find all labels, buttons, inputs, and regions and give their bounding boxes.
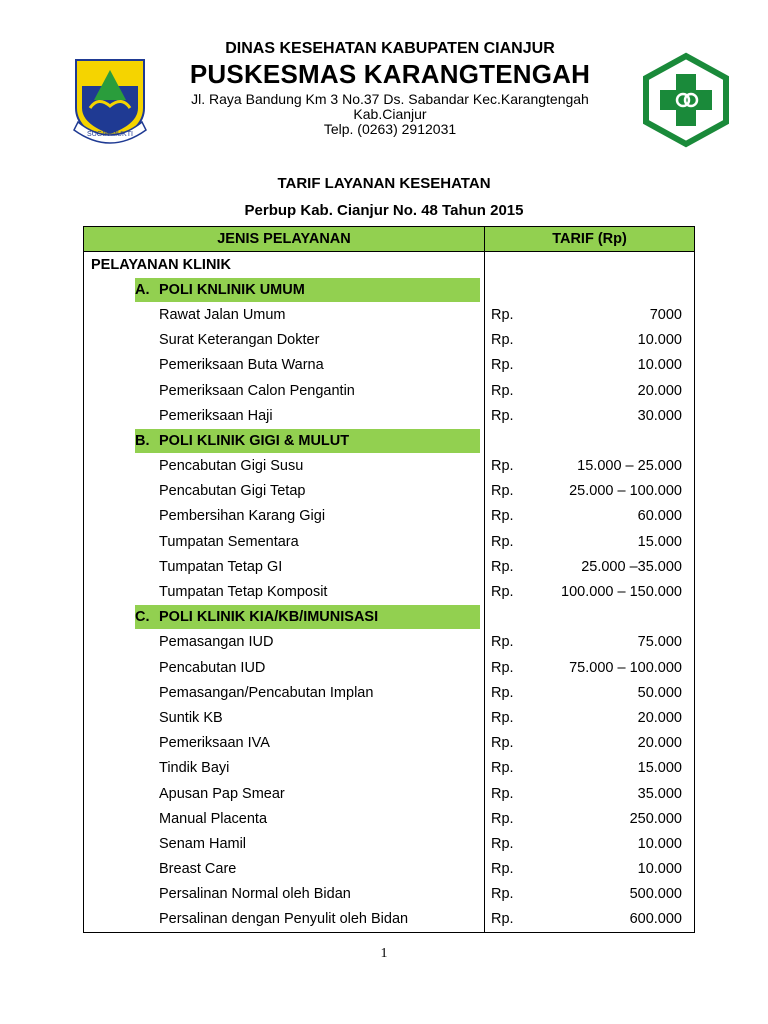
header-service: JENIS PELAYANAN [84, 227, 485, 252]
category-heading [135, 429, 480, 453]
letterhead [0, 0, 768, 160]
tariff-value: 500.000 [629, 886, 682, 903]
tariff-value: 20.000 [637, 382, 682, 399]
tariff-value: 100.000 – 150.000 [561, 584, 682, 601]
table-row [84, 302, 695, 327]
address [160, 92, 620, 137]
service-name: Pemeriksaan Calon Pengantin [84, 378, 485, 403]
tariff-cell [485, 383, 694, 399]
category-letter: A. [135, 281, 150, 298]
currency-label: Rp. [491, 835, 514, 852]
table-row [84, 857, 695, 882]
tariff-value: 600.000 [629, 911, 682, 928]
tariff-table [83, 226, 695, 933]
tariff-value: 15.000 – 25.000 [577, 458, 682, 475]
currency-label: Rp. [491, 533, 514, 550]
tariff-cell [485, 458, 694, 474]
table-row [84, 756, 695, 781]
category-row [84, 277, 695, 302]
table-row [84, 529, 695, 554]
service-name: Pemeriksaan IVA [84, 731, 485, 756]
page-number: 1 [380, 946, 388, 961]
service-name: Rawat Jalan Umum [84, 302, 485, 327]
address-line-2: Kab.Cianjur [353, 106, 427, 122]
table-row [84, 479, 695, 504]
table-row [84, 882, 695, 907]
tariff-value: 10.000 [637, 357, 682, 374]
document-subtitle: Perbup Kab. Cianjur No. 48 Tahun 2015 [244, 202, 524, 219]
category-letter: B. [135, 432, 150, 449]
table-row [84, 907, 695, 933]
currency-label: Rp. [491, 458, 514, 475]
category-name: POLI KLINIK GIGI & MULUT [159, 432, 350, 449]
puskesmas-logo [640, 52, 732, 148]
section-title: PELAYANAN KLINIK [84, 252, 485, 278]
currency-label: Rp. [491, 785, 514, 802]
service-name: Pencabutan Gigi Tetap [84, 479, 485, 504]
tariff-cell [485, 307, 694, 323]
category-letter: C. [135, 609, 150, 626]
service-name: Suntik KB [84, 705, 485, 730]
service-name: Pencabutan IUD [84, 655, 485, 680]
tariff-cell [485, 483, 694, 499]
table-row [84, 781, 695, 806]
tariff-value: 7000 [649, 306, 682, 323]
tariff-value: 10.000 [637, 835, 682, 852]
tariff-value: 250.000 [629, 810, 682, 827]
tariff-value: 75.000 – 100.000 [569, 659, 682, 676]
service-name: Tindik Bayi [84, 756, 485, 781]
table-row [84, 328, 695, 353]
currency-label: Rp. [491, 332, 514, 349]
tariff-cell [485, 332, 694, 348]
service-name: Pembersihan Karang Gigi [84, 504, 485, 529]
currency-label: Rp. [491, 760, 514, 777]
table-row [84, 831, 695, 856]
currency-label: Rp. [491, 584, 514, 601]
table-row [84, 353, 695, 378]
tariff-cell [485, 861, 694, 877]
document-title: TARIF LAYANAN KESEHATAN [277, 175, 491, 192]
service-name: Tumpatan Sementara [84, 529, 485, 554]
currency-label: Rp. [491, 735, 514, 752]
tariff-value: 35.000 [637, 785, 682, 802]
tariff-cell [485, 634, 694, 650]
currency-label: Rp. [491, 357, 514, 374]
currency-label: Rp. [491, 861, 514, 878]
currency-label: Rp. [491, 659, 514, 676]
currency-label: Rp. [491, 558, 514, 575]
table-row [84, 454, 695, 479]
tariff-cell [485, 559, 694, 575]
service-name: Persalinan Normal oleh Bidan [84, 882, 485, 907]
service-name: Senam Hamil [84, 831, 485, 856]
tariff-value: 25.000 – 100.000 [569, 483, 682, 500]
tariff-cell [485, 786, 694, 802]
tariff-value: 20.000 [637, 709, 682, 726]
tariff-cell [485, 760, 694, 776]
currency-label: Rp. [491, 810, 514, 827]
service-name: Pemasangan/Pencabutan Implan [84, 680, 485, 705]
tariff-value: 15.000 [637, 533, 682, 550]
currency-label: Rp. [491, 508, 514, 525]
service-name: Pemasangan IUD [84, 630, 485, 655]
tariff-value: 20.000 [637, 735, 682, 752]
table-row [84, 554, 695, 579]
category-name: POLI KNLINIK UMUM [159, 281, 305, 298]
table-body [84, 252, 695, 933]
tariff-cell [485, 408, 694, 424]
category-row [84, 428, 695, 453]
service-name: Tumpatan Tetap GI [84, 554, 485, 579]
table-row [84, 403, 695, 428]
currency-label: Rp. [491, 382, 514, 399]
tariff-value: 10.000 [637, 861, 682, 878]
currency-label: Rp. [491, 407, 514, 424]
tariff-cell [485, 886, 694, 902]
table-row [84, 680, 695, 705]
clinic-name: PUSKESMAS KARANGTENGAH [189, 59, 591, 89]
category-heading [135, 605, 480, 629]
tariff-cell [485, 534, 694, 550]
currency-label: Rp. [491, 709, 514, 726]
table-row [84, 630, 695, 655]
tariff-cell [485, 685, 694, 701]
header-tariff: TARIF (Rp) [485, 227, 695, 252]
cianjur-crest-logo [68, 56, 152, 148]
service-name: Apusan Pap Smear [84, 781, 485, 806]
currency-label: Rp. [491, 684, 514, 701]
tariff-cell [485, 911, 694, 927]
table-row [84, 705, 695, 730]
category-row [84, 605, 695, 630]
tariff-value: 10.000 [637, 332, 682, 349]
tariff-cell [485, 710, 694, 726]
tariff-cell [485, 811, 694, 827]
tariff-value: 60.000 [637, 508, 682, 525]
currency-label: Rp. [491, 911, 514, 928]
tariff-cell [485, 357, 694, 373]
address-line-1: Jl. Raya Bandung Km 3 No.37 Ds. Sabandar Kec.Karangtengah [191, 91, 589, 107]
crest-motto: SUGIH MUKTI [87, 131, 133, 138]
tariff-value: 15.000 [637, 760, 682, 777]
currency-label: Rp. [491, 634, 514, 651]
phone-number: Telp. (0263) 2912031 [323, 121, 457, 137]
service-name: Surat Keterangan Dokter [84, 328, 485, 353]
tariff-value: 75.000 [637, 634, 682, 651]
service-name: Breast Care [84, 857, 485, 882]
tariff-cell [485, 660, 694, 676]
table-row [84, 504, 695, 529]
service-name: Persalinan dengan Penyulit oleh Bidan [84, 907, 485, 933]
category-heading [135, 278, 480, 302]
table-row [84, 579, 695, 604]
tariff-value: 30.000 [637, 407, 682, 424]
tariff-value: 50.000 [637, 684, 682, 701]
tariff-cell [485, 508, 694, 524]
table-row [84, 378, 695, 403]
service-name: Tumpatan Tetap Komposit [84, 579, 485, 604]
tariff-cell [485, 735, 694, 751]
table-row [84, 806, 695, 831]
currency-label: Rp. [491, 483, 514, 500]
currency-label: Rp. [491, 306, 514, 323]
tariff-cell [485, 584, 694, 600]
tariff-cell [485, 836, 694, 852]
service-name: Pemeriksaan Haji [84, 403, 485, 428]
service-name: Manual Placenta [84, 806, 485, 831]
table-row [84, 731, 695, 756]
agency-name: DINAS KESEHATAN KABUPATEN CIANJUR [225, 40, 555, 57]
table-row [84, 655, 695, 680]
service-name: Pencabutan Gigi Susu [84, 454, 485, 479]
currency-label: Rp. [491, 886, 514, 903]
tariff-value: 25.000 –35.000 [581, 558, 682, 575]
category-name: POLI KLINIK KIA/KB/IMUNISASI [159, 609, 379, 626]
service-name: Pemeriksaan Buta Warna [84, 353, 485, 378]
